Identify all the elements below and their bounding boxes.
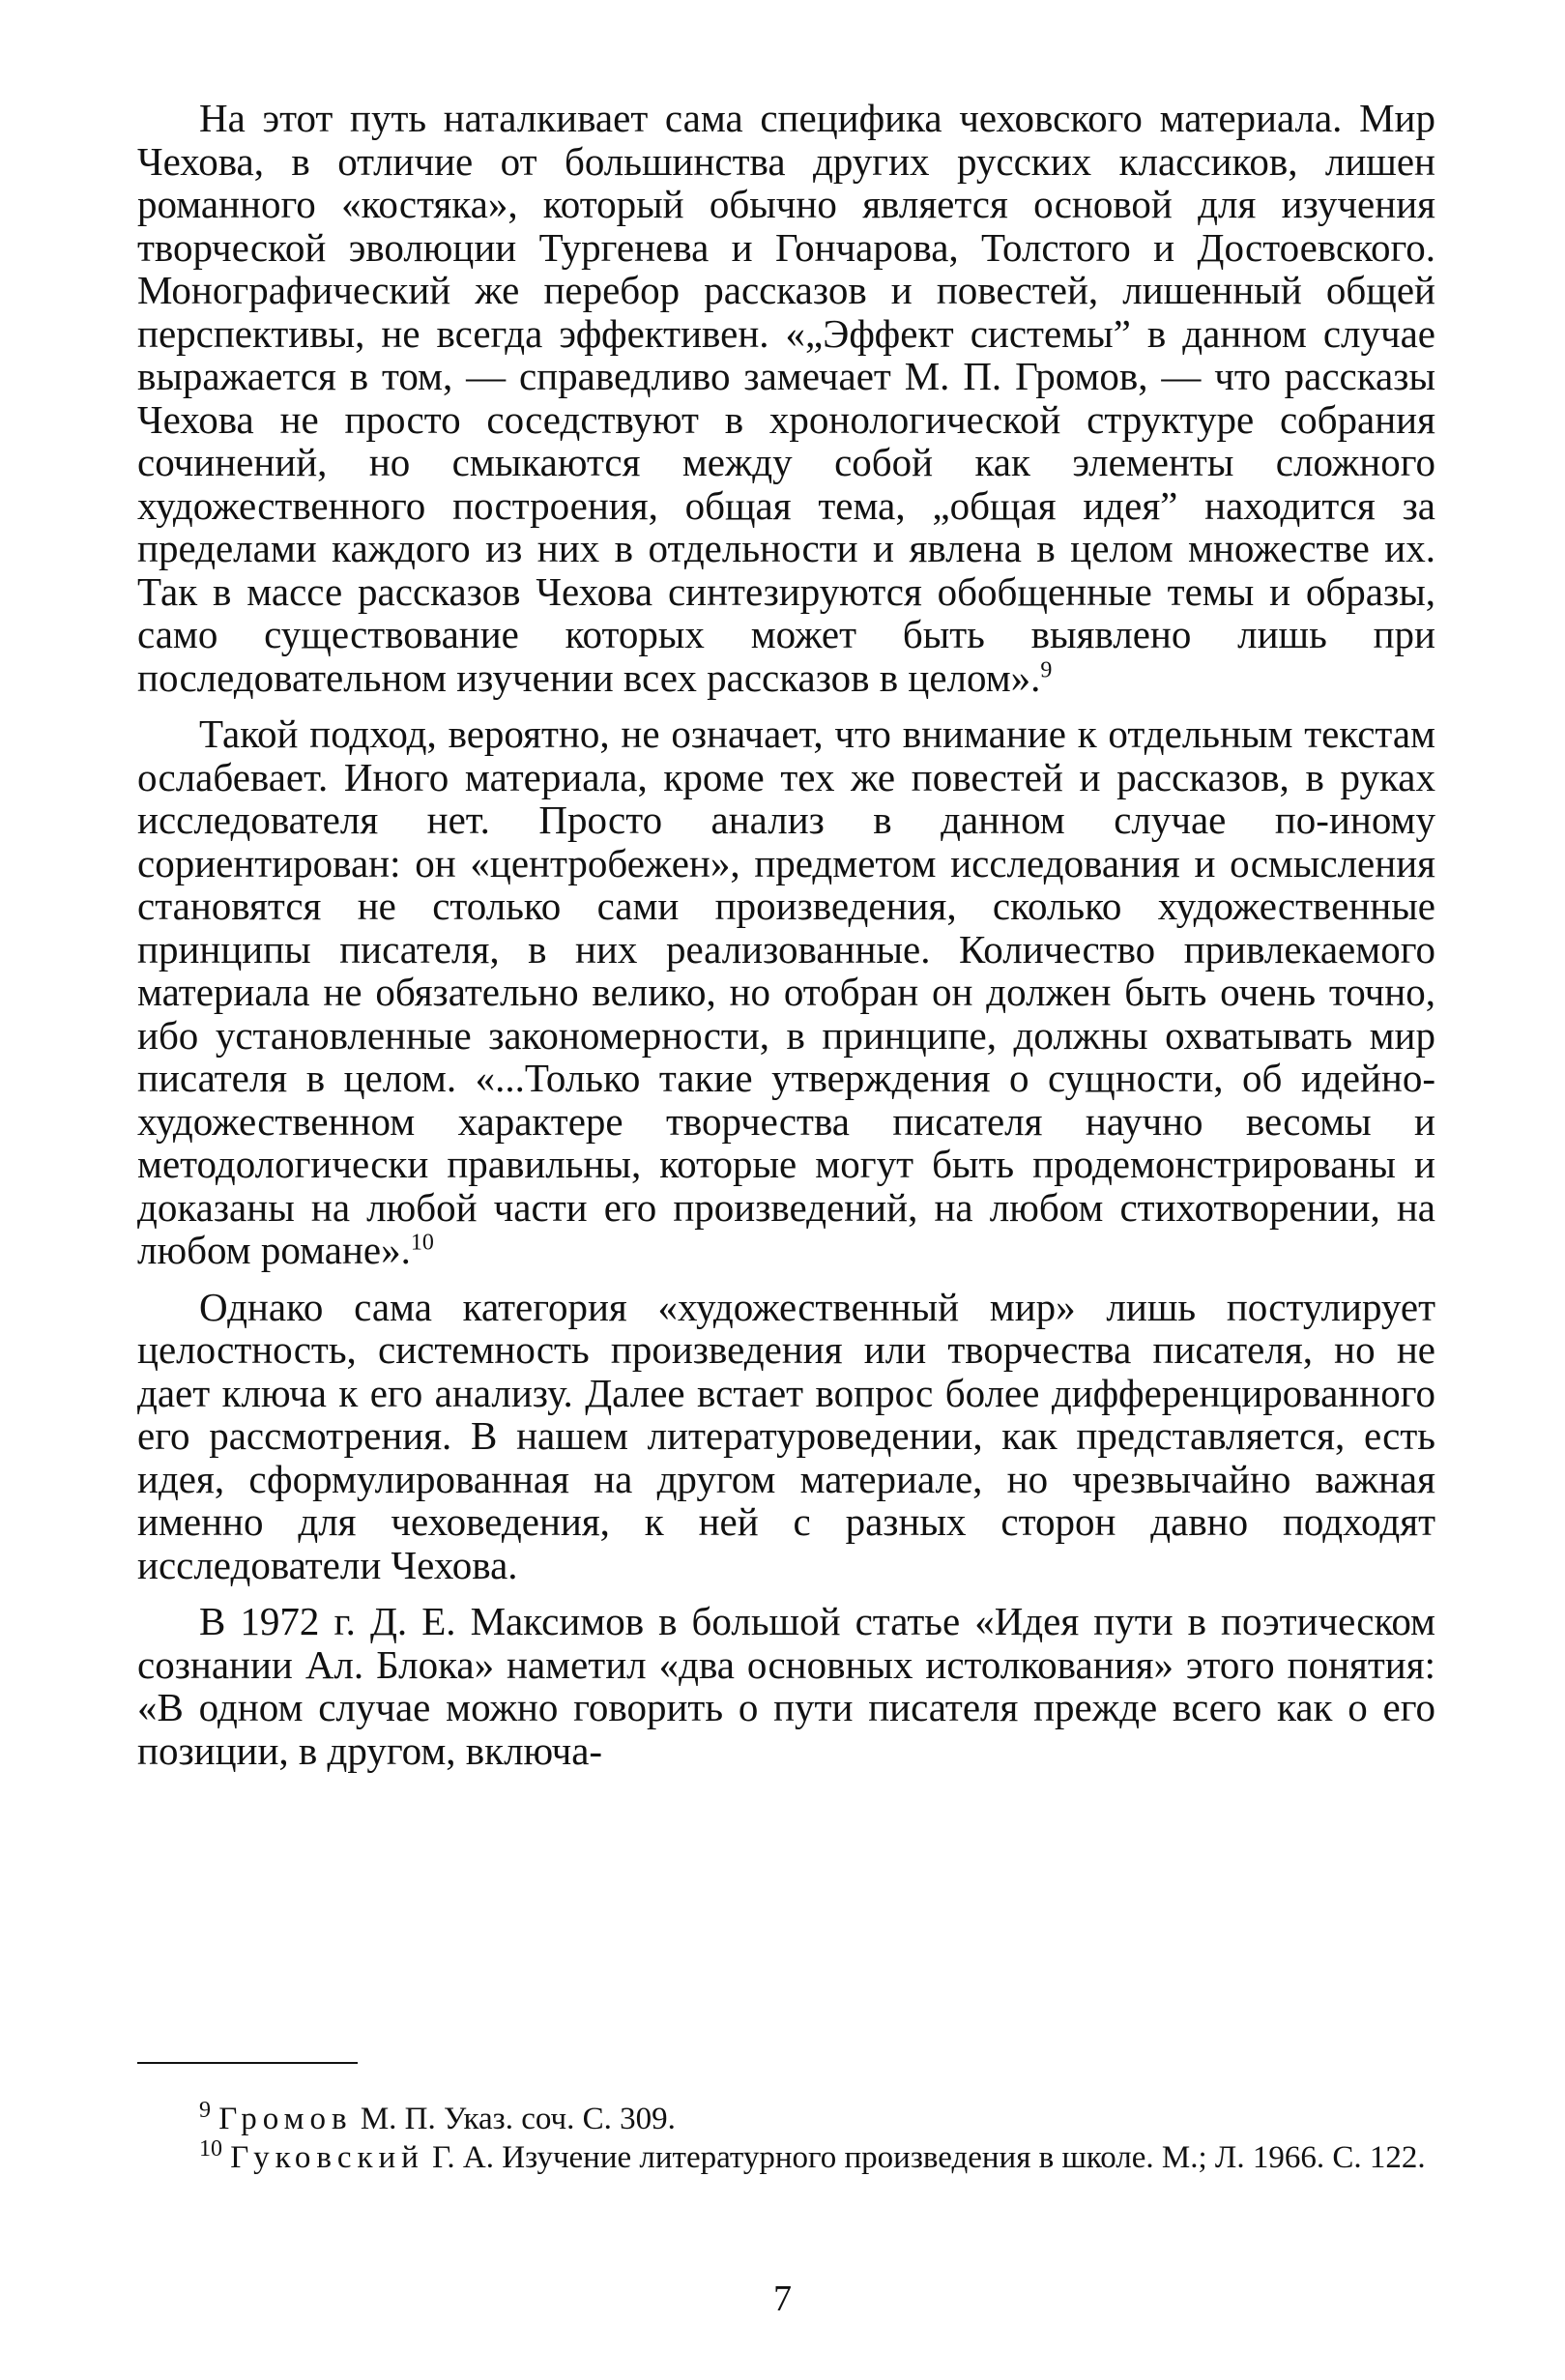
footnotes [137, 2100, 1435, 2177]
page-number: 7 [773, 2278, 792, 2319]
footnote-ref-10: 10 [410, 1230, 434, 1256]
footnote-citation: М. П. Указ. соч. С. 309. [352, 2102, 676, 2136]
footnote-author: Громов [218, 2102, 353, 2136]
paragraph-text: На этот путь наталкивает сама специфика чеховского материала. Мир Чехова, в отличие от большинства других русских классиков, лишен романного «костяка», который обычно является основой для изучения творческой эволюции Тургенева и Гончарова, Толстого и Достоевского. Монографический же перебор рассказов и повестей, лишенный общей перспективы, не всегда эффективен. «„Эффект системы” в данном случае выражается в том, — справедливо замечает М. П. Громов, — что рассказы Чехова не просто соседствуют в хронологической структуре собрания сочинений, но смыкаются между собой как элементы сложного художественного построения, общая тема, „общая идея” находится за пределами каждого из них в отдельности и явлена в целом множестве их. Так в массе рассказов Чехова синтезируются обобщенные темы и образы, само существование которых может быть выявлено лишь при последовательном изучении всех рассказов в целом». [137, 96, 1435, 700]
paragraph-text: Однако сама категория «художественный мир» лишь постулирует целостность, системность произведения или творчества писателя, но не дает ключа к его анализу. Далее встает вопрос более дифференцированного его рассмотрения. В нашем литературоведении, как представляется, есть идея, сформулированная на другом материале, но чрезвычайно важная именно для чеховедения, к ней с разных сторон давно подходят исследователи Чехова. [137, 1284, 1435, 1587]
footnote-separator [137, 2062, 358, 2064]
paragraph-text: Такой подход, вероятно, не означает, что внимание к отдельным текстам ослабевает. Иного материала, кроме тех же повестей и рассказов, в руках исследователя нет. Просто анализ в данном случае по-иному сориентирован: он «центробежен», предметом исследования и осмысления становятся не столько сами произведения, сколько художественные принципы писателя, в них реализованные. Количество привлекаемого материала не обязательно велико, но отобран он должен быть очень точно, ибо установленные закономерности, в принципе, должны охватывать мир писателя в целом. «...Только такие утверждения о сущности, об идейно-художественном характере творчества писателя научно весомы и методологически правильны, которые могут быть продемонстрированы и доказаны на любой части его произведений, на любом стихотворении, на любом романе». [137, 711, 1435, 1272]
main-text [137, 97, 1435, 1785]
footnote-number: 9 [199, 2098, 211, 2123]
paragraph-2 [137, 712, 1435, 1272]
paragraph-1 [137, 97, 1435, 699]
footnote-ref-9: 9 [1040, 656, 1053, 682]
footnote-10 [137, 2138, 1435, 2177]
paragraph-4 [137, 1600, 1435, 1772]
footnote-9 [137, 2100, 1435, 2138]
paragraph-3 [137, 1286, 1435, 1587]
footnote-author: Гуковский [230, 2140, 424, 2175]
footnote-number: 10 [199, 2136, 222, 2162]
footnote-citation: Г. А. Изучение литературного произведения в школе. М.; Л. 1966. С. 122. [423, 2140, 1426, 2175]
paragraph-text: В 1972 г. Д. Е. Максимов в большой статье «Идея пути в поэтическом сознании Ал. Блока» наметил «два основных истолкования» этого понятия: «В одном случае можно говорить о пути писателя прежде всего как о его позиции, в другом, включа- [137, 1599, 1435, 1773]
